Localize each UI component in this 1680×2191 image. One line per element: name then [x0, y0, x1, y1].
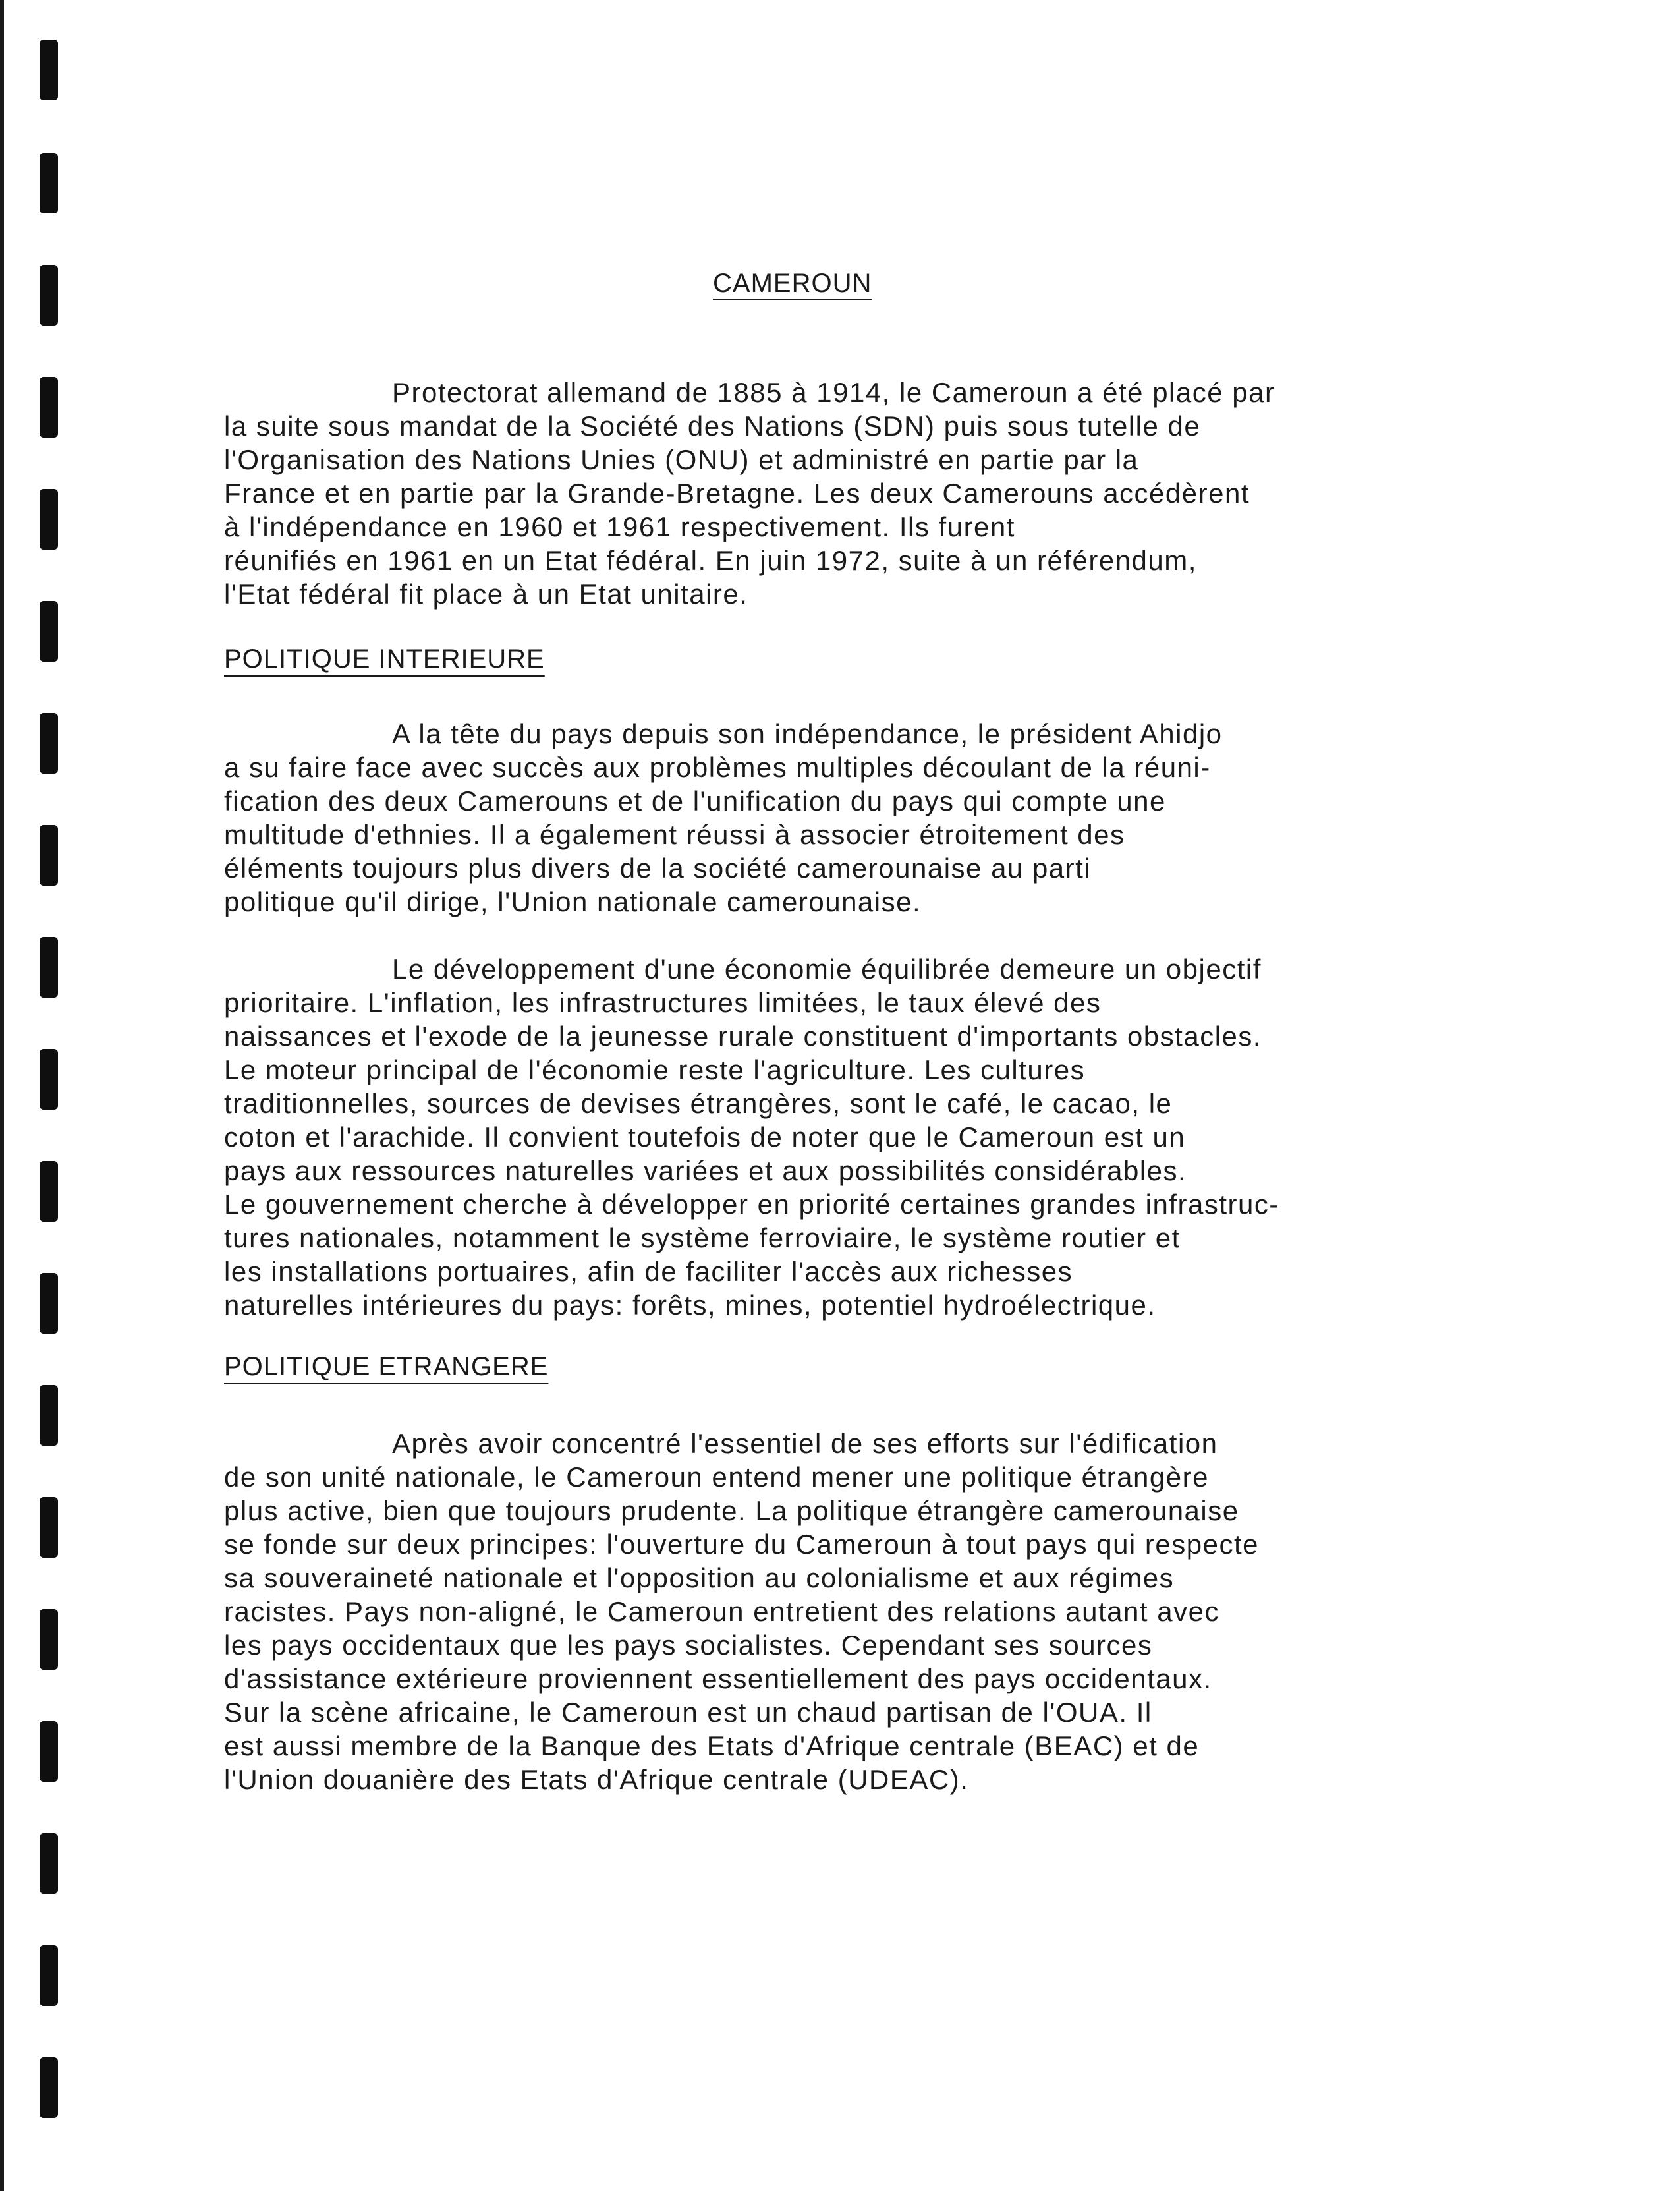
- intro-paragraph: [224, 376, 1535, 611]
- text-line: réunifiés en 1961 en un Etat fédéral. En juin 1972, suite à un référendum,: [224, 545, 1197, 576]
- section-heading-politique-etrangere: POLITIQUE ETRANGERE: [224, 1352, 549, 1381]
- text-line: l'Union douanière des Etats d'Afrique centrale (UDEAC).: [224, 1764, 969, 1795]
- text-line: se fonde sur deux principes: l'ouverture du Cameroun à tout pays qui respecte: [224, 1529, 1260, 1560]
- text-line: de son unité nationale, le Cameroun entend mener une politique étrangère: [224, 1462, 1209, 1493]
- text-line: coton et l'arachide. Il convient toutefois de noter que le Cameroun est un: [224, 1122, 1186, 1152]
- page-left-edge: [0, 0, 4, 2191]
- text-line: traditionnelles, sources de devises étrangères, sont le café, le cacao, le: [224, 1088, 1173, 1119]
- interieure-paragraph-2: [224, 952, 1535, 1322]
- interieure-paragraph-1: [224, 717, 1535, 919]
- text-line: Après avoir concentré l'essentiel de ses efforts sur l'édification: [392, 1428, 1218, 1459]
- binding-hole-mark: [40, 377, 58, 438]
- binding-hole-mark: [40, 713, 58, 774]
- section-heading-politique-interieure: POLITIQUE INTERIEURE: [224, 644, 545, 673]
- text-line: Le gouvernement cherche à développer en priorité certaines grandes infrastruc-: [224, 1189, 1279, 1220]
- text-line: Sur la scène africaine, le Cameroun est un chaud partisan de l'OUA. Il: [224, 1697, 1152, 1728]
- text-line: politique qu'il dirige, l'Union nationale camerounaise.: [224, 886, 922, 917]
- text-line: à l'indépendance en 1960 et 1961 respectivement. Ils furent: [224, 511, 1015, 542]
- binding-hole-mark: [40, 1833, 58, 1894]
- text-line: prioritaire. L'inflation, les infrastructures limitées, le taux élevé des: [224, 987, 1102, 1018]
- text-line: tures nationales, notamment le système ferroviaire, le système routier et: [224, 1222, 1181, 1253]
- text-line: Protectorat allemand de 1885 à 1914, le Cameroun a été placé par: [392, 377, 1275, 408]
- binding-hole-mark: [40, 1945, 58, 2006]
- binding-hole-mark: [40, 153, 58, 213]
- text-line: est aussi membre de la Banque des Etats d'Afrique centrale (BEAC) et de: [224, 1730, 1200, 1761]
- text-line: l'Organisation des Nations Unies (ONU) et administré en partie par la: [224, 444, 1139, 475]
- binding-hole-mark: [40, 1721, 58, 1782]
- text-line: France et en partie par la Grande-Bretagne. Les deux Camerouns accédèrent: [224, 478, 1250, 509]
- text-line: plus active, bien que toujours prudente. La politique étrangère camerounaise: [224, 1495, 1239, 1526]
- text-line: A la tête du pays depuis son indépendance, le président Ahidjo: [392, 718, 1223, 749]
- binding-hole-mark: [40, 1049, 58, 1110]
- document-title: CAMEROUN: [713, 269, 872, 298]
- binding-hole-mark: [40, 1161, 58, 1222]
- binding-hole-mark: [40, 40, 58, 100]
- text-line: fication des deux Camerouns et de l'unification du pays qui compte une: [224, 785, 1166, 816]
- binding-hole-mark: [40, 825, 58, 886]
- binding-hole-mark: [40, 601, 58, 662]
- binding-hole-mark: [40, 2057, 58, 2118]
- text-line: naturelles intérieures du pays: forêts, mines, potentiel hydroélectrique.: [224, 1290, 1156, 1321]
- text-line: naissances et l'exode de la jeunesse rurale constituent d'importants obstacles.: [224, 1021, 1262, 1052]
- binding-hole-mark: [40, 1609, 58, 1670]
- text-line: la suite sous mandat de la Société des Nations (SDN) puis sous tutelle de: [224, 411, 1201, 441]
- text-line: Le développement d'une économie équilibrée demeure un objectif: [392, 953, 1262, 984]
- binding-hole-mark: [40, 489, 58, 550]
- text-line: les pays occidentaux que les pays socialistes. Cependant ses sources: [224, 1630, 1153, 1661]
- text-line: a su faire face avec succès aux problèmes multiples découlant de la réuni-: [224, 752, 1211, 783]
- binding-hole-mark: [40, 265, 58, 326]
- text-line: éléments toujours plus divers de la société camerounaise au parti: [224, 853, 1092, 884]
- text-line: multitude d'ethnies. Il a également réussi à associer étroitement des: [224, 819, 1125, 850]
- text-line: pays aux ressources naturelles variées et aux possibilités considérables.: [224, 1155, 1187, 1186]
- binding-hole-mark: [40, 1497, 58, 1558]
- text-line: racistes. Pays non-aligné, le Cameroun entretient des relations autant avec: [224, 1596, 1219, 1627]
- text-line: d'assistance extérieure proviennent essentiellement des pays occidentaux.: [224, 1663, 1212, 1694]
- text-line: Le moteur principal de l'économie reste l'agriculture. Les cultures: [224, 1054, 1086, 1085]
- binding-hole-mark: [40, 1385, 58, 1446]
- binding-hole-mark: [40, 1273, 58, 1334]
- text-line: les installations portuaires, afin de faciliter l'accès aux richesses: [224, 1256, 1073, 1287]
- text-line: l'Etat fédéral fit place à un Etat unitaire.: [224, 579, 748, 610]
- etrangere-paragraph-1: [224, 1427, 1535, 1796]
- binding-hole-mark: [40, 937, 58, 998]
- text-line: sa souveraineté nationale et l'opposition au colonialisme et aux régimes: [224, 1562, 1175, 1593]
